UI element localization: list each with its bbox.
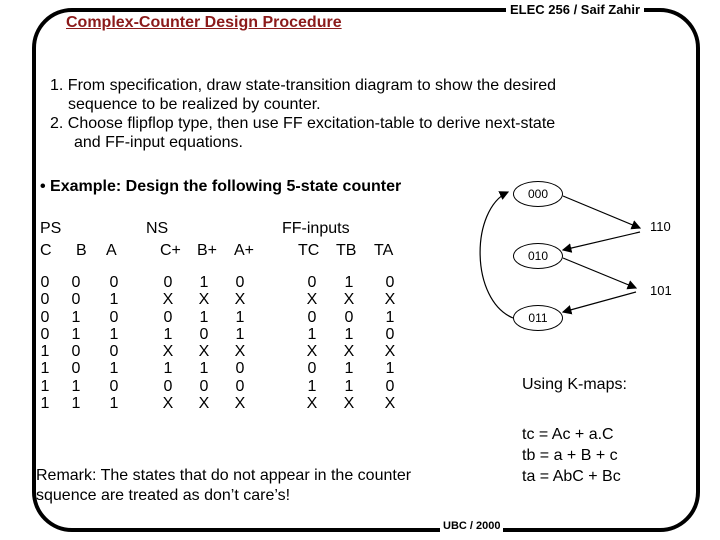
table-cell: 1 xyxy=(40,343,50,361)
col-header-a: A xyxy=(106,242,117,259)
col-header-bplus: B+ xyxy=(197,242,218,259)
table-cell: 0 xyxy=(235,360,245,378)
table-cell: X xyxy=(162,343,174,361)
example-heading: • Example: Design the following 5-state counter xyxy=(40,178,402,195)
table-cell: X xyxy=(198,343,210,361)
table-cell: 0 xyxy=(40,308,50,326)
procedure-line: sequence to be realized by counter. xyxy=(68,96,321,113)
col-header-tb: TB xyxy=(336,242,357,259)
table-cell: 0 xyxy=(385,377,395,395)
table-cell: 1 xyxy=(199,360,209,378)
table-cell: 0 xyxy=(109,308,119,326)
table-cell: 1 xyxy=(40,395,50,413)
ps-header: PS xyxy=(40,220,62,237)
equations xyxy=(522,424,621,487)
remark-line: Remark: The states that do not appear in the counter xyxy=(36,467,412,484)
table-cell: 1 xyxy=(385,308,395,326)
table-cell: 0 xyxy=(163,377,173,395)
table-cell: 0 xyxy=(344,308,354,326)
table-cell: 1 xyxy=(71,325,81,343)
table-cell: X xyxy=(306,395,318,413)
table-cell: 0 xyxy=(307,274,317,291)
ns-header: NS xyxy=(146,220,169,237)
table-cell: X xyxy=(162,291,174,309)
table-cell: 0 xyxy=(40,274,50,291)
table-cell: X xyxy=(198,291,210,309)
table-cell: 1 xyxy=(344,325,354,343)
table-cell: 1 xyxy=(40,377,50,395)
transition-010-101 xyxy=(563,258,636,288)
table-cell: X xyxy=(306,343,318,361)
equation-tc: tc = Ac + a.C xyxy=(522,426,614,443)
footer-label: UBC / 2000 xyxy=(440,520,503,532)
state-010: 010 xyxy=(513,243,563,269)
table-cell: 1 xyxy=(199,274,209,291)
table-cell: 1 xyxy=(344,274,354,291)
state-011: 011 xyxy=(513,305,563,331)
table-cell: 0 xyxy=(109,377,119,395)
state-101: 101 xyxy=(650,283,672,298)
table-cell: 1 xyxy=(163,325,173,343)
transition-110-010 xyxy=(563,232,640,250)
table-cell: 0 xyxy=(40,325,50,343)
table-cell: X xyxy=(162,395,174,413)
table-cell: X xyxy=(234,395,246,413)
equation-tb: tb = a + B + c xyxy=(522,447,618,464)
table-cell: 1 xyxy=(71,395,81,413)
table-cell: 0 xyxy=(199,377,209,395)
transition-000-110 xyxy=(563,196,640,228)
table-cell: 1 xyxy=(235,325,245,343)
table-cell: X xyxy=(343,291,355,309)
table-cell: X xyxy=(343,395,355,413)
table-cell: 1 xyxy=(307,325,317,343)
table-cell: 1 xyxy=(109,291,119,309)
table-cell: 1 xyxy=(199,308,209,326)
table-cell: 1 xyxy=(109,325,119,343)
col-header-aplus: A+ xyxy=(234,242,255,259)
state-000: 000 xyxy=(513,181,563,207)
table-cell: X xyxy=(343,343,355,361)
table-cell: 1 xyxy=(40,360,50,378)
table-cell: 1 xyxy=(109,395,119,413)
table-cell: 1 xyxy=(235,308,245,326)
course-label: ELEC 256 / Saif Zahir xyxy=(506,2,644,17)
table-cell: 0 xyxy=(235,274,245,291)
table-cell: 0 xyxy=(40,291,50,309)
table-cell: 1 xyxy=(71,308,81,326)
table-cell: 0 xyxy=(385,325,395,343)
table-cell: 0 xyxy=(385,274,395,291)
col-header-b: B xyxy=(76,242,87,259)
table-cell: 1 xyxy=(71,377,81,395)
kmap-heading: Using K-maps: xyxy=(522,376,627,393)
procedure-line: 1. From specification, draw state-transition diagram to show the desired xyxy=(50,77,557,94)
table-cell: 0 xyxy=(163,308,173,326)
transition-011-000 xyxy=(480,192,513,318)
table-cell: 0 xyxy=(71,360,81,378)
table-cell: 0 xyxy=(199,325,209,343)
transition-101-011 xyxy=(563,292,636,312)
table-cell: 1 xyxy=(344,360,354,378)
table-cell: 0 xyxy=(307,308,317,326)
table-cell: 0 xyxy=(71,343,81,361)
table-cell: X xyxy=(384,291,396,309)
col-header-cplus: C+ xyxy=(160,242,181,259)
table-cell: 1 xyxy=(163,360,173,378)
table-cell: X xyxy=(198,395,210,413)
table-cell: X xyxy=(234,343,246,361)
table-cell: 0 xyxy=(109,343,119,361)
ffinputs-header: FF-inputs xyxy=(282,220,350,237)
table-cell: 0 xyxy=(109,274,119,291)
procedure-line: and FF-input equations. xyxy=(74,134,243,151)
table-cell: 0 xyxy=(163,274,173,291)
table-cell: 0 xyxy=(71,291,81,309)
slide-title: Complex-Counter Design Procedure xyxy=(66,14,342,31)
table-cell: X xyxy=(306,291,318,309)
table-cell: 0 xyxy=(235,377,245,395)
table-cell: 0 xyxy=(71,274,81,291)
remark-line: squence are treated as don’t care’s! xyxy=(36,487,291,504)
table-cell: 0 xyxy=(307,360,317,378)
table-cell: 1 xyxy=(344,377,354,395)
equation-ta: ta = AbC + Bc xyxy=(522,468,621,485)
table-cell: 1 xyxy=(385,360,395,378)
procedure-line: 2. Choose flipflop type, then use FF excitation-table to derive next-state xyxy=(50,115,556,132)
col-header-ta: TA xyxy=(374,242,394,259)
table-cell: 1 xyxy=(109,360,119,378)
table-cell: X xyxy=(384,343,396,361)
col-header-tc: TC xyxy=(298,242,320,259)
table-cell: 1 xyxy=(307,377,317,395)
col-header-c: C xyxy=(40,242,52,259)
state-110: 110 xyxy=(650,219,671,234)
table-cell: X xyxy=(234,291,246,309)
table-cell: X xyxy=(384,395,396,413)
